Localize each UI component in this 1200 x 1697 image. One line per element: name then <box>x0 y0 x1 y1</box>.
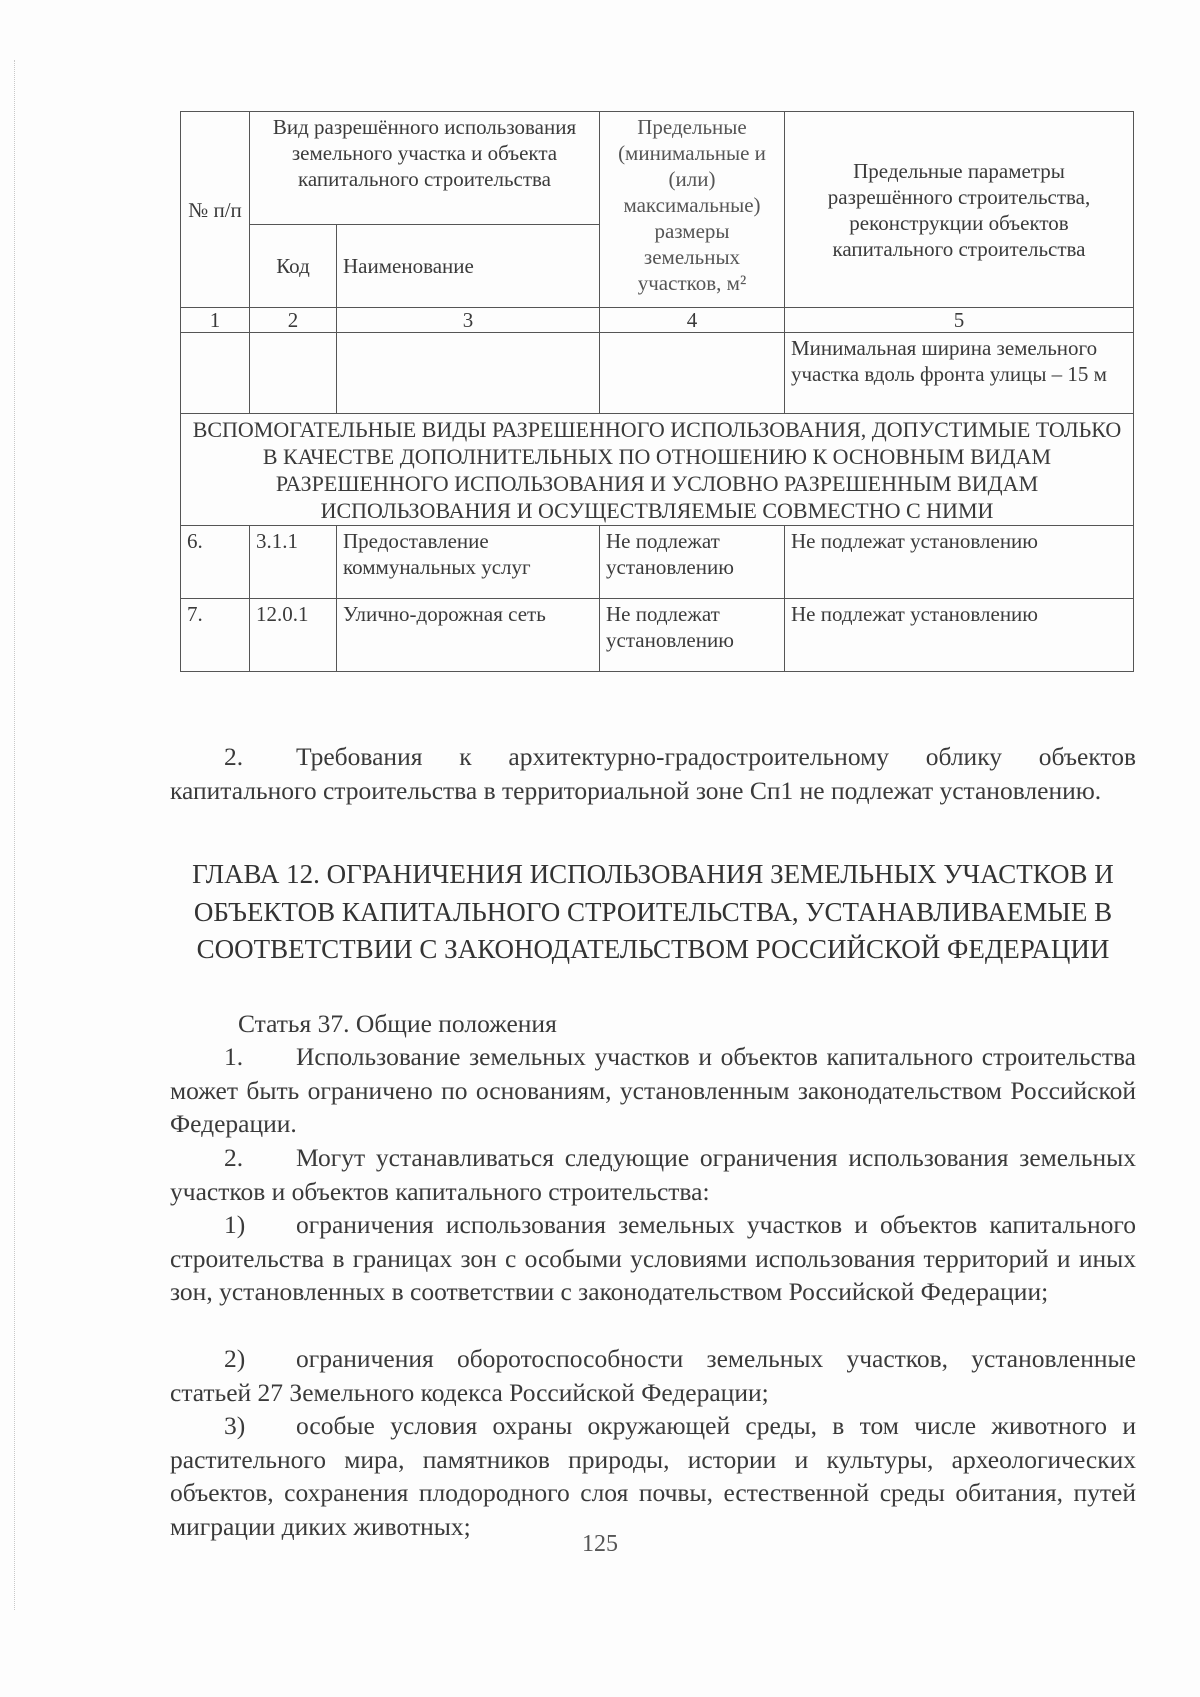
list-marker: 2) <box>224 1344 246 1373</box>
header-name: Наименование <box>337 225 600 308</box>
list-marker: 3) <box>224 1411 246 1440</box>
list-item-text: ограничения использования земельных участков и объектов капитального строительства в границах зон с особыми условиями использования территорий и иных зон, установленных в соответствии с законодательством Российской Федерации; <box>170 1210 1136 1306</box>
continuation-cell: Минимальная ширина земельного участка вдоль фронта улицы – 15 м <box>785 333 1134 414</box>
empty-cell <box>250 333 337 414</box>
column-number: 1 <box>181 308 250 333</box>
requirements-paragraph <box>170 740 1136 807</box>
list-item-text: особые условия охраны окружающей среды, в том числе животного и растительного мира, памятников природы, истории и культуры, археологических объектов, сохранения плодородного слоя почвы, естественной среды обитания, путей миграции диких животных; <box>170 1411 1136 1541</box>
column-number: 4 <box>600 308 785 333</box>
chapter-title: ГЛАВА 12. ОГРАНИЧЕНИЯ ИСПОЛЬЗОВАНИЯ ЗЕМЕЛЬНЫХ УЧАСТКОВ И ОБЪЕКТОВ КАПИТАЛЬНОГО СТРОИТЕЛЬСТВА, УСТАНАВЛИВАЕМЫЕ В СООТВЕТСТВИИ С ЗАКОНОДАТЕЛЬСТВОМ РОССИЙСКОЙ ФЕДЕРАЦИИ <box>192 859 1114 964</box>
column-number: 2 <box>250 308 337 333</box>
row-code: 12.0.1 <box>250 599 337 672</box>
empty-cell <box>181 333 250 414</box>
paragraph-marker: 2. <box>224 742 244 771</box>
list-item-2 <box>170 1342 1136 1409</box>
empty-cell <box>600 333 785 414</box>
list-item-1 <box>170 1208 1136 1309</box>
column-number-row <box>181 308 1134 333</box>
section-title: ВСПОМОГАТЕЛЬНЫЕ ВИДЫ РАЗРЕШЕННОГО ИСПОЛЬЗОВАНИЯ, ДОПУСТИМЫЕ ТОЛЬКО В КАЧЕСТВЕ ДОПОЛНИТЕЛЬНЫХ ПО ОТНОШЕНИЮ К ОСНОВНЫМ ВИДАМ РАЗРЕШЕННОГО ИСПОЛЬЗОВАНИЯ И УСЛОВНО РАЗРЕШЕННЫМ ВИДАМ ИСПОЛЬЗОВАНИЯ И ОСУЩЕСТВЛЯЕМЫЕ СОВМЕСТНО С НИМИ <box>181 414 1134 526</box>
header-code: Код <box>250 225 337 308</box>
table-row <box>181 526 1134 599</box>
row-plot-size: Не подлежат установлению <box>600 599 785 672</box>
row-code: 3.1.1 <box>250 526 337 599</box>
article-title: Статья 37. Общие положения <box>238 1009 557 1038</box>
section-title-row <box>181 414 1134 526</box>
row-num: 6. <box>181 526 250 599</box>
empty-cell <box>337 333 600 414</box>
row-name: Предоставление коммунальных услуг <box>337 526 600 599</box>
list-marker: 1) <box>224 1210 246 1239</box>
table-row <box>181 599 1134 672</box>
paragraph-text: Могут устанавливаться следующие ограничения использования земельных участков и объектов капитального строительства: <box>170 1143 1136 1206</box>
page-edge-mark <box>14 60 16 1610</box>
header-plot-size: Предельные (минимальные и (или) максимальные) размеры земельных участков, м² <box>600 112 785 308</box>
table-header-row <box>181 112 1134 225</box>
row-params: Не подлежат установлению <box>785 599 1134 672</box>
row-name: Улично-дорожная сеть <box>337 599 600 672</box>
list-item-3 <box>170 1409 1136 1543</box>
paragraph-marker: 1. <box>224 1042 244 1071</box>
header-params: Предельные параметры разрешённого строительства, реконструкции объектов капитального строительства <box>785 112 1134 308</box>
zoning-table <box>180 111 1134 672</box>
list-item-text: ограничения оборотоспособности земельных участков, установленные статьей 27 Земельного кодекса Российской Федерации; <box>170 1344 1136 1407</box>
header-num: № п/п <box>181 112 250 308</box>
row-plot-size: Не подлежат установлению <box>600 526 785 599</box>
row-params: Не подлежат установлению <box>785 526 1134 599</box>
article-paragraph-1 <box>170 1040 1136 1141</box>
paragraph-text: Использование земельных участков и объектов капитального строительства может быть ограничено по основаниям, установленным законодательством Российской Федерации. <box>170 1042 1136 1138</box>
continuation-row <box>181 333 1134 414</box>
page-number: 125 <box>582 1531 618 1557</box>
paragraph-marker: 2. <box>224 1143 244 1172</box>
article-paragraph-2 <box>170 1141 1136 1208</box>
column-number: 3 <box>337 308 600 333</box>
column-number: 5 <box>785 308 1134 333</box>
paragraph-text: Требования к архитектурно-градостроительному облику объектов капитального строительства в территориальной зоне Сп1 не подлежат установлению. <box>170 742 1136 805</box>
header-usage-type: Вид разрешённого использования земельного участка и объекта капитального строительства <box>250 112 600 225</box>
row-num: 7. <box>181 599 250 672</box>
